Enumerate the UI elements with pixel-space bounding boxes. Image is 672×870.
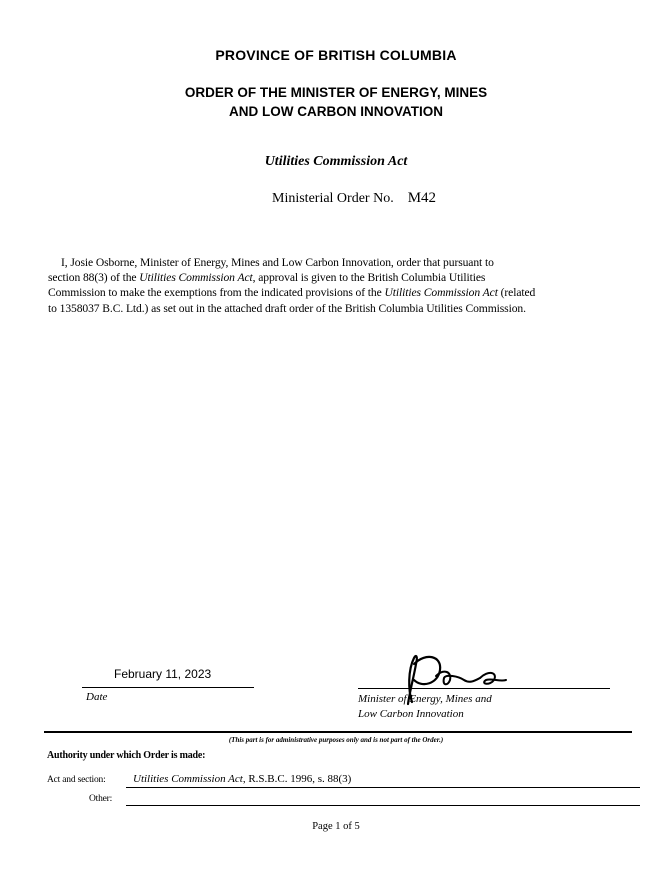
ministerial-order-number xyxy=(272,190,436,207)
ministerial-order-value: M42 xyxy=(407,190,437,206)
other-label: Other: xyxy=(89,794,113,804)
page-number: Page 1 of 5 xyxy=(312,821,360,832)
order-title-line-2: AND LOW CARBON INNOVATION xyxy=(229,104,443,119)
admin-note: (This part is for administrative purposes only and is not part of the Order.) xyxy=(228,736,444,744)
act-section-act: Utilities Commission Act xyxy=(133,773,243,785)
body-text-span: (related xyxy=(497,286,536,300)
body-text-span: , approval is given to the British Columbia Utilities xyxy=(252,271,486,285)
body-line-1: I, Josie Osborne, Minister of Energy, Mines and Low Carbon Innovation, order that pursuant to xyxy=(61,256,494,269)
act-title: Utilities Commission Act xyxy=(264,154,408,169)
minister-title xyxy=(358,692,492,722)
order-title-line-1: ORDER OF THE MINISTER OF ENERGY, MINES xyxy=(184,85,488,100)
other-rule xyxy=(126,805,640,806)
admin-separator xyxy=(44,731,632,733)
minister-title-line-1: Minister of Energy, Mines and xyxy=(358,693,492,705)
body-act-reference: Utilities Commission Act xyxy=(384,286,498,300)
signature-rule xyxy=(358,688,610,689)
province-title: PROVINCE OF BRITISH COLUMBIA xyxy=(215,47,457,63)
body-line-2 xyxy=(48,270,648,285)
order-title xyxy=(0,83,672,121)
ministerial-order-label: Ministerial Order No. xyxy=(272,191,394,206)
body-line-4: to 1358037 B.C. Ltd.) as set out in the attached draft order of the British Columbia Utilities Commission. xyxy=(48,301,526,315)
date-label: Date xyxy=(86,691,108,703)
act-section-rule xyxy=(126,787,640,788)
minister-title-line-2: Low Carbon Innovation xyxy=(358,708,464,720)
body-line-3 xyxy=(48,285,648,300)
date-value: February 11, 2023 xyxy=(114,667,212,681)
act-section-value xyxy=(133,773,351,785)
order-body xyxy=(48,255,648,316)
act-section-citation: , R.S.B.C. 1996, s. 88(3) xyxy=(242,773,352,785)
body-text-span: Commission to make the exemptions from the indicated provisions of the xyxy=(48,286,385,300)
body-act-reference: Utilities Commission Act xyxy=(139,271,253,285)
act-section-label: Act and section: xyxy=(47,775,106,785)
authority-label: Authority under which Order is made: xyxy=(47,750,206,761)
body-text-span: section 88(3) of the xyxy=(48,271,140,285)
date-rule xyxy=(82,687,254,688)
